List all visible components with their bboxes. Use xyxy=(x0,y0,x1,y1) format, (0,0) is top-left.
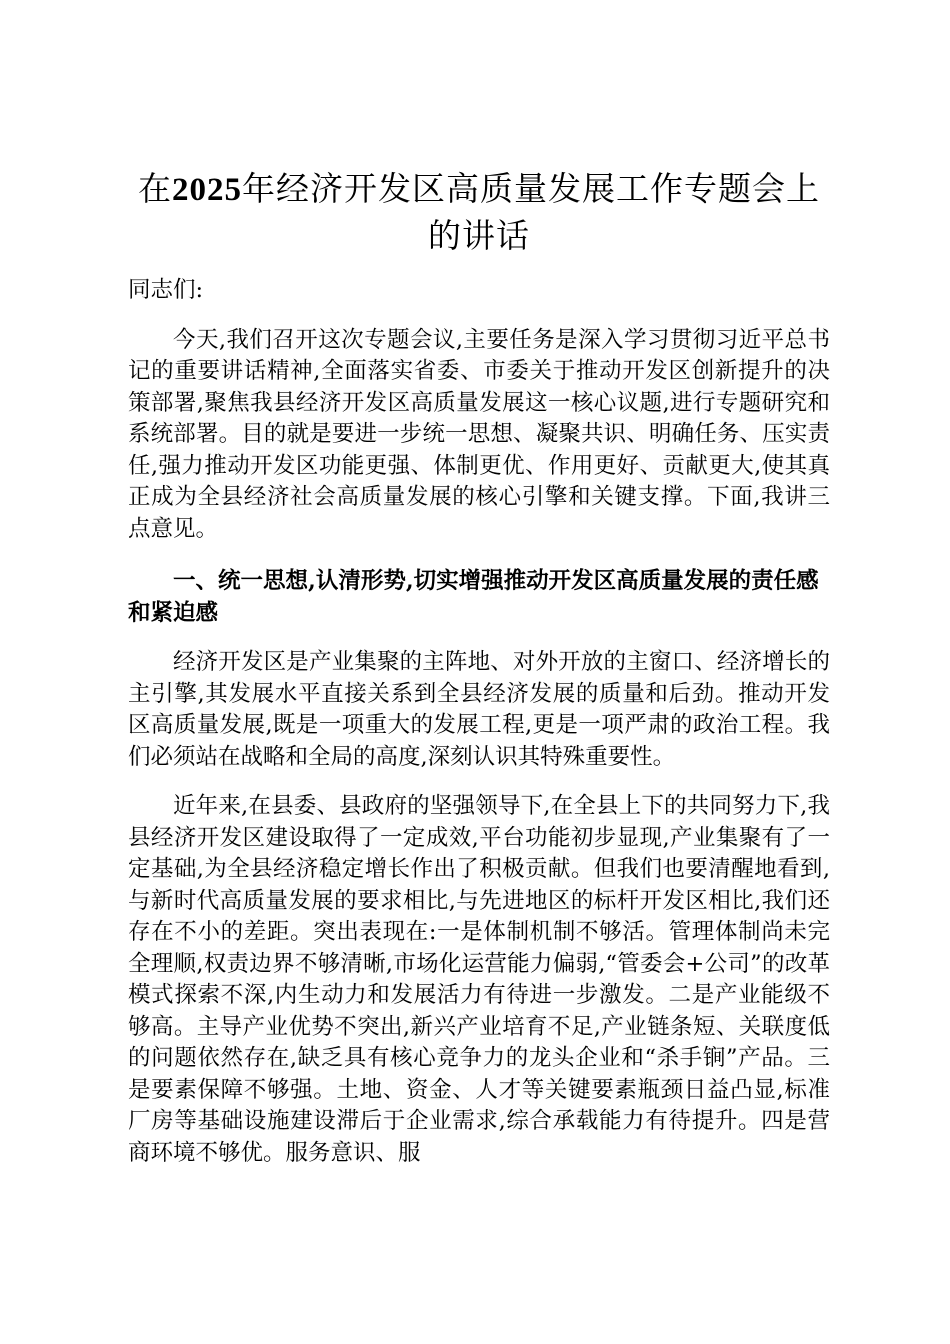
document-page xyxy=(128,166,830,1169)
opening-paragraph: 今天,我们召开这次专题会议,主要任务是深入学习贯彻习近平总书记的重要讲话精神,全面落实省委、市委关于推动开发区创新提升的决策部署,聚焦我县经济开发区高质量发展这一核心议题,进行专题研究和系统部署。目的就是要进一步统一思想、凝聚共识、明确任务、压实责任,强力推动开发区功能更强、体制更优、作用更好、贡献更大,使其真正成为全县经济社会高质量发展的核心引擎和关键支撑。下面,我讲三点意见。 xyxy=(128,326,830,542)
document-title xyxy=(128,166,830,259)
salutation: 同志们: xyxy=(128,277,204,303)
section1-paragraph: 经济开发区是产业集聚的主阵地、对外开放的主窗口、经济增长的主引擎,其发展水平直接关系到全县经济发展的质量和后劲。推动开发区高质量发展,既是一项重大的发展工程,更是一项严肃的政治工程。我们必须站在战略和全局的高度,深刻认识其特殊重要性。 xyxy=(128,649,830,770)
section-heading-1: 一、统一思想,认清形势,切实增强推动开发区高质量发展的责任感和紧迫感 xyxy=(128,568,819,626)
title-prefix: 在 xyxy=(138,169,172,208)
title-year: 2025 xyxy=(172,172,242,208)
section1-paragraph: 近年来,在县委、县政府的坚强领导下,在全县上下的共同努力下,我县经济开发区建设取得了一定成效,平台功能初步显现,产业集聚有了一定基础,为全县经济稳定增长作出了积极贡献。但我们也要清醒地看到,与新时代高质量发展的要求相比,与先进地区的标杆开发区相比,我们还存在不小的差距。突出表现在:一是体制机制不够活。管理体制尚未完全理顺,权责边界不够清晰,市场化运营能力偏弱,“管委会+公司”的改革模式探索不深,内生动力和发展活力有待进一步激发。二是产业能级不够高。主导产业优势不突出,新兴产业培育不足,产业链条短、关联度低的问题依然存在,缺乏具有核心竞争力的龙头企业和“杀手锏”产品。三是要素保障不够强。土地、资金、人才等关键要素瓶颈日益凸显,标准厂房等基础设施建设滞后于企业需求,综合承载能力有待提升。四是营商环境不够优。服务意识、服 xyxy=(128,793,830,1166)
title-suffix: 年经济开发区高质量发展工作专题会上的讲话 xyxy=(242,169,820,255)
